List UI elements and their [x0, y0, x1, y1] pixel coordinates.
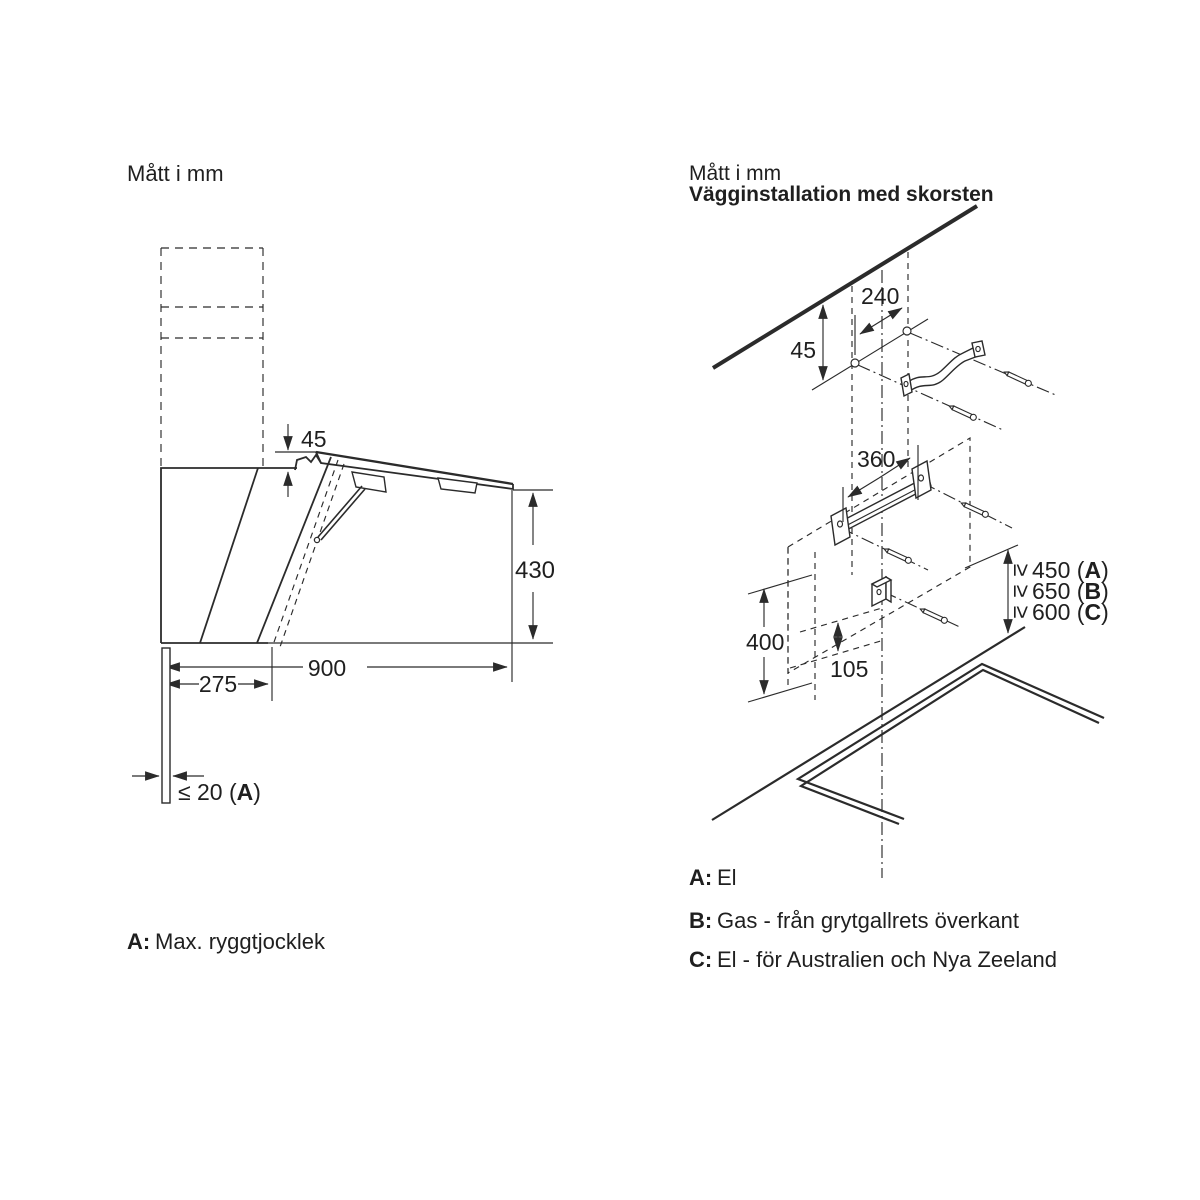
left-figure [127, 161, 555, 954]
worktop-line [712, 627, 1025, 820]
legend-text-b: Gas - från grytgallrets överkant [717, 908, 1020, 933]
dim-240-label: 240 [861, 283, 900, 309]
dim-900-label: 900 [307, 655, 347, 681]
filter-box [352, 472, 386, 492]
chimney-mounting-bracket [901, 341, 985, 396]
geq-symbol: ≥ [1009, 584, 1035, 598]
hob-outline [798, 664, 1104, 824]
geq-symbol: ≥ [1009, 605, 1035, 619]
mounting-rail [831, 461, 931, 545]
dimension-height [513, 490, 555, 639]
dimension-offset [830, 623, 868, 682]
screw [919, 606, 948, 624]
dim-360-label: 360 [857, 446, 896, 472]
dimension-bracket-holes [860, 283, 902, 334]
legend-text-c: El - för Australien och Nya Zeeland [717, 947, 1057, 972]
legend-key-c: C: [689, 947, 713, 972]
dim-45r-label: 45 [790, 337, 816, 363]
clearance-c: 600 (C) [1032, 599, 1109, 625]
screw [883, 546, 912, 564]
geq-symbol: ≥ [1009, 563, 1035, 577]
dim-max20-label: ≤ 20 (A) [178, 779, 261, 805]
glass-panel [295, 452, 513, 493]
right-title: Mått i mm [689, 162, 782, 185]
back-panel [162, 648, 170, 803]
screw [1003, 369, 1032, 387]
legend-key-a: A: [689, 865, 713, 890]
dim-45-label: 45 [301, 426, 327, 452]
junction-box [872, 577, 891, 606]
ceiling-line [713, 206, 977, 368]
clearance-a: 450 (A) [1032, 557, 1109, 583]
screw [948, 403, 977, 421]
screw [960, 500, 989, 518]
legend-key-b: B: [689, 908, 713, 933]
gas-strut [314, 486, 365, 543]
right-figure [689, 162, 1109, 972]
left-title: Mått i mm [127, 161, 224, 186]
dimension-depth [166, 647, 272, 701]
legend [689, 865, 1057, 972]
dim-105-label: 105 [830, 656, 869, 682]
caption-text: Max. ryggtjocklek [155, 929, 325, 954]
clearance-labels [1009, 557, 1109, 625]
legend-text-a: El [717, 865, 737, 890]
dimension-max-back-panel [132, 776, 261, 805]
dim-430-label: 430 [514, 557, 556, 584]
dimension-lower-height [746, 575, 812, 702]
dim-400-label: 400 [746, 629, 785, 655]
clearance-b: 650 (B) [1032, 578, 1109, 604]
right-subtitle: Vägginstallation med skorsten [689, 183, 994, 206]
caption-key: A: [127, 929, 151, 954]
filter-box [438, 478, 477, 493]
dim-275-label: 275 [198, 671, 238, 697]
left-caption [127, 929, 326, 954]
chimney-dashed-outline [161, 248, 263, 470]
hinge-bracket [295, 455, 321, 470]
